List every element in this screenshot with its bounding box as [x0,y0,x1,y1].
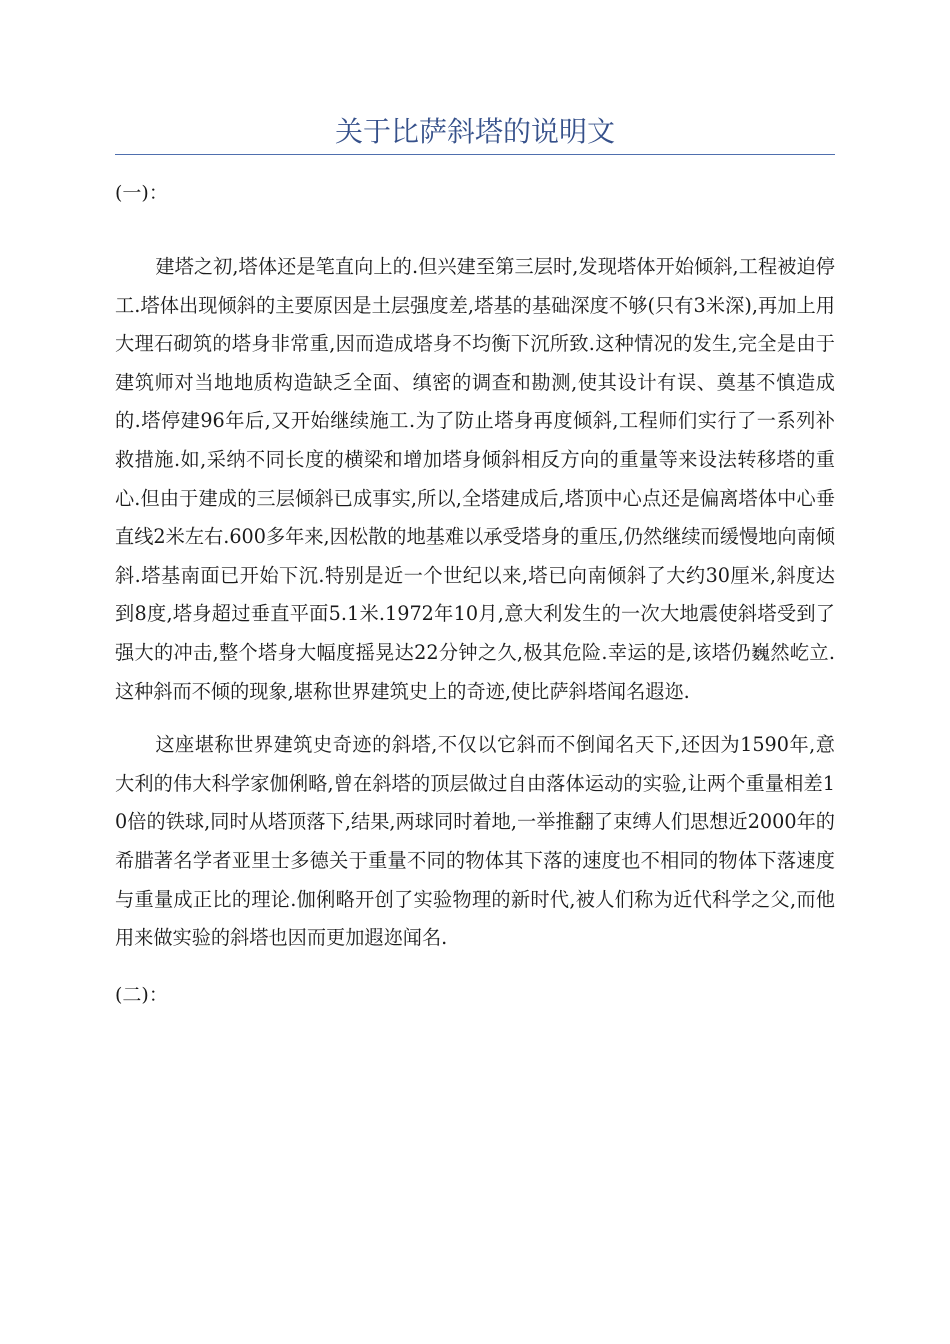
paragraph-2: 这座堪称世界建筑史奇迹的斜塔,不仅以它斜而不倒闻名天下,还因为1590年,意大利的伟大科学家伽俐略,曾在斜塔的顶层做过自由落体运动的实验,让两个重量相差10倍的铁球,同时从塔顶落下,结果,两球同时着地,一举推翻了束缚人们思想近2000年的希腊著名学者亚里士多德关于重量不同的物体其下落的速度也不相同的物体下落速度与重量成正比的理论.伽俐略开创了实验物理的新时代,被人们称为近代科学之父,而他用来做实验的斜塔也因而更加遐迩闻名. [115,733,835,950]
title-underline [115,154,835,155]
section-label-1: (一)： [115,182,168,204]
section-label-2: (二)： [115,983,168,1006]
document-title: 关于比萨斜塔的说明文 [334,115,615,148]
paragraph-1: 建塔之初,塔体还是笔直向上的.但兴建至第三层时,发现塔体开始倾斜,工程被迫停工.塔体出现倾斜的主要原因是土层强度差,塔基的基础深度不够(只有3米深),再加上用大理石砌筑的塔身非常重,因而造成塔身不均衡下沉所致.这种情况的发生,完全是由于建筑师对当地地质构造缺乏全面、缜密的调查和勘测,使其设计有误、奠基不慎造成的.塔停建96年后,又开始继续施工.为了防止塔身再度倾斜,工程师们实行了一系列补救措施.如,采纳不同长度的横梁和增加塔身倾斜相反方向的重量等来设法转移塔的重心.但由于建成的三层倾斜已成事实,所以,全塔建成后,塔顶中心点还是偏离塔体中心垂直线2米左右.600多年来,因松散的地基难以承受塔身的重压,仍然继续而缓慢地向南倾斜.塔基南面已开始下沉.特别是近一个世纪以来,塔已向南倾斜了大约30厘米,斜度达到8度,塔身超过垂直平面5.1米.1972年10月,意大利发生的一次大地震使斜塔受到了强大的冲击,整个塔身大幅度摇晃达22分钟之久,极其危险.幸运的是,该塔仍巍然屹立.这种斜而不倾的现象,堪称世界建筑史上的奇迹,使比萨斜塔闻名遐迩. [115,255,835,703]
document-page [115,110,835,1014]
